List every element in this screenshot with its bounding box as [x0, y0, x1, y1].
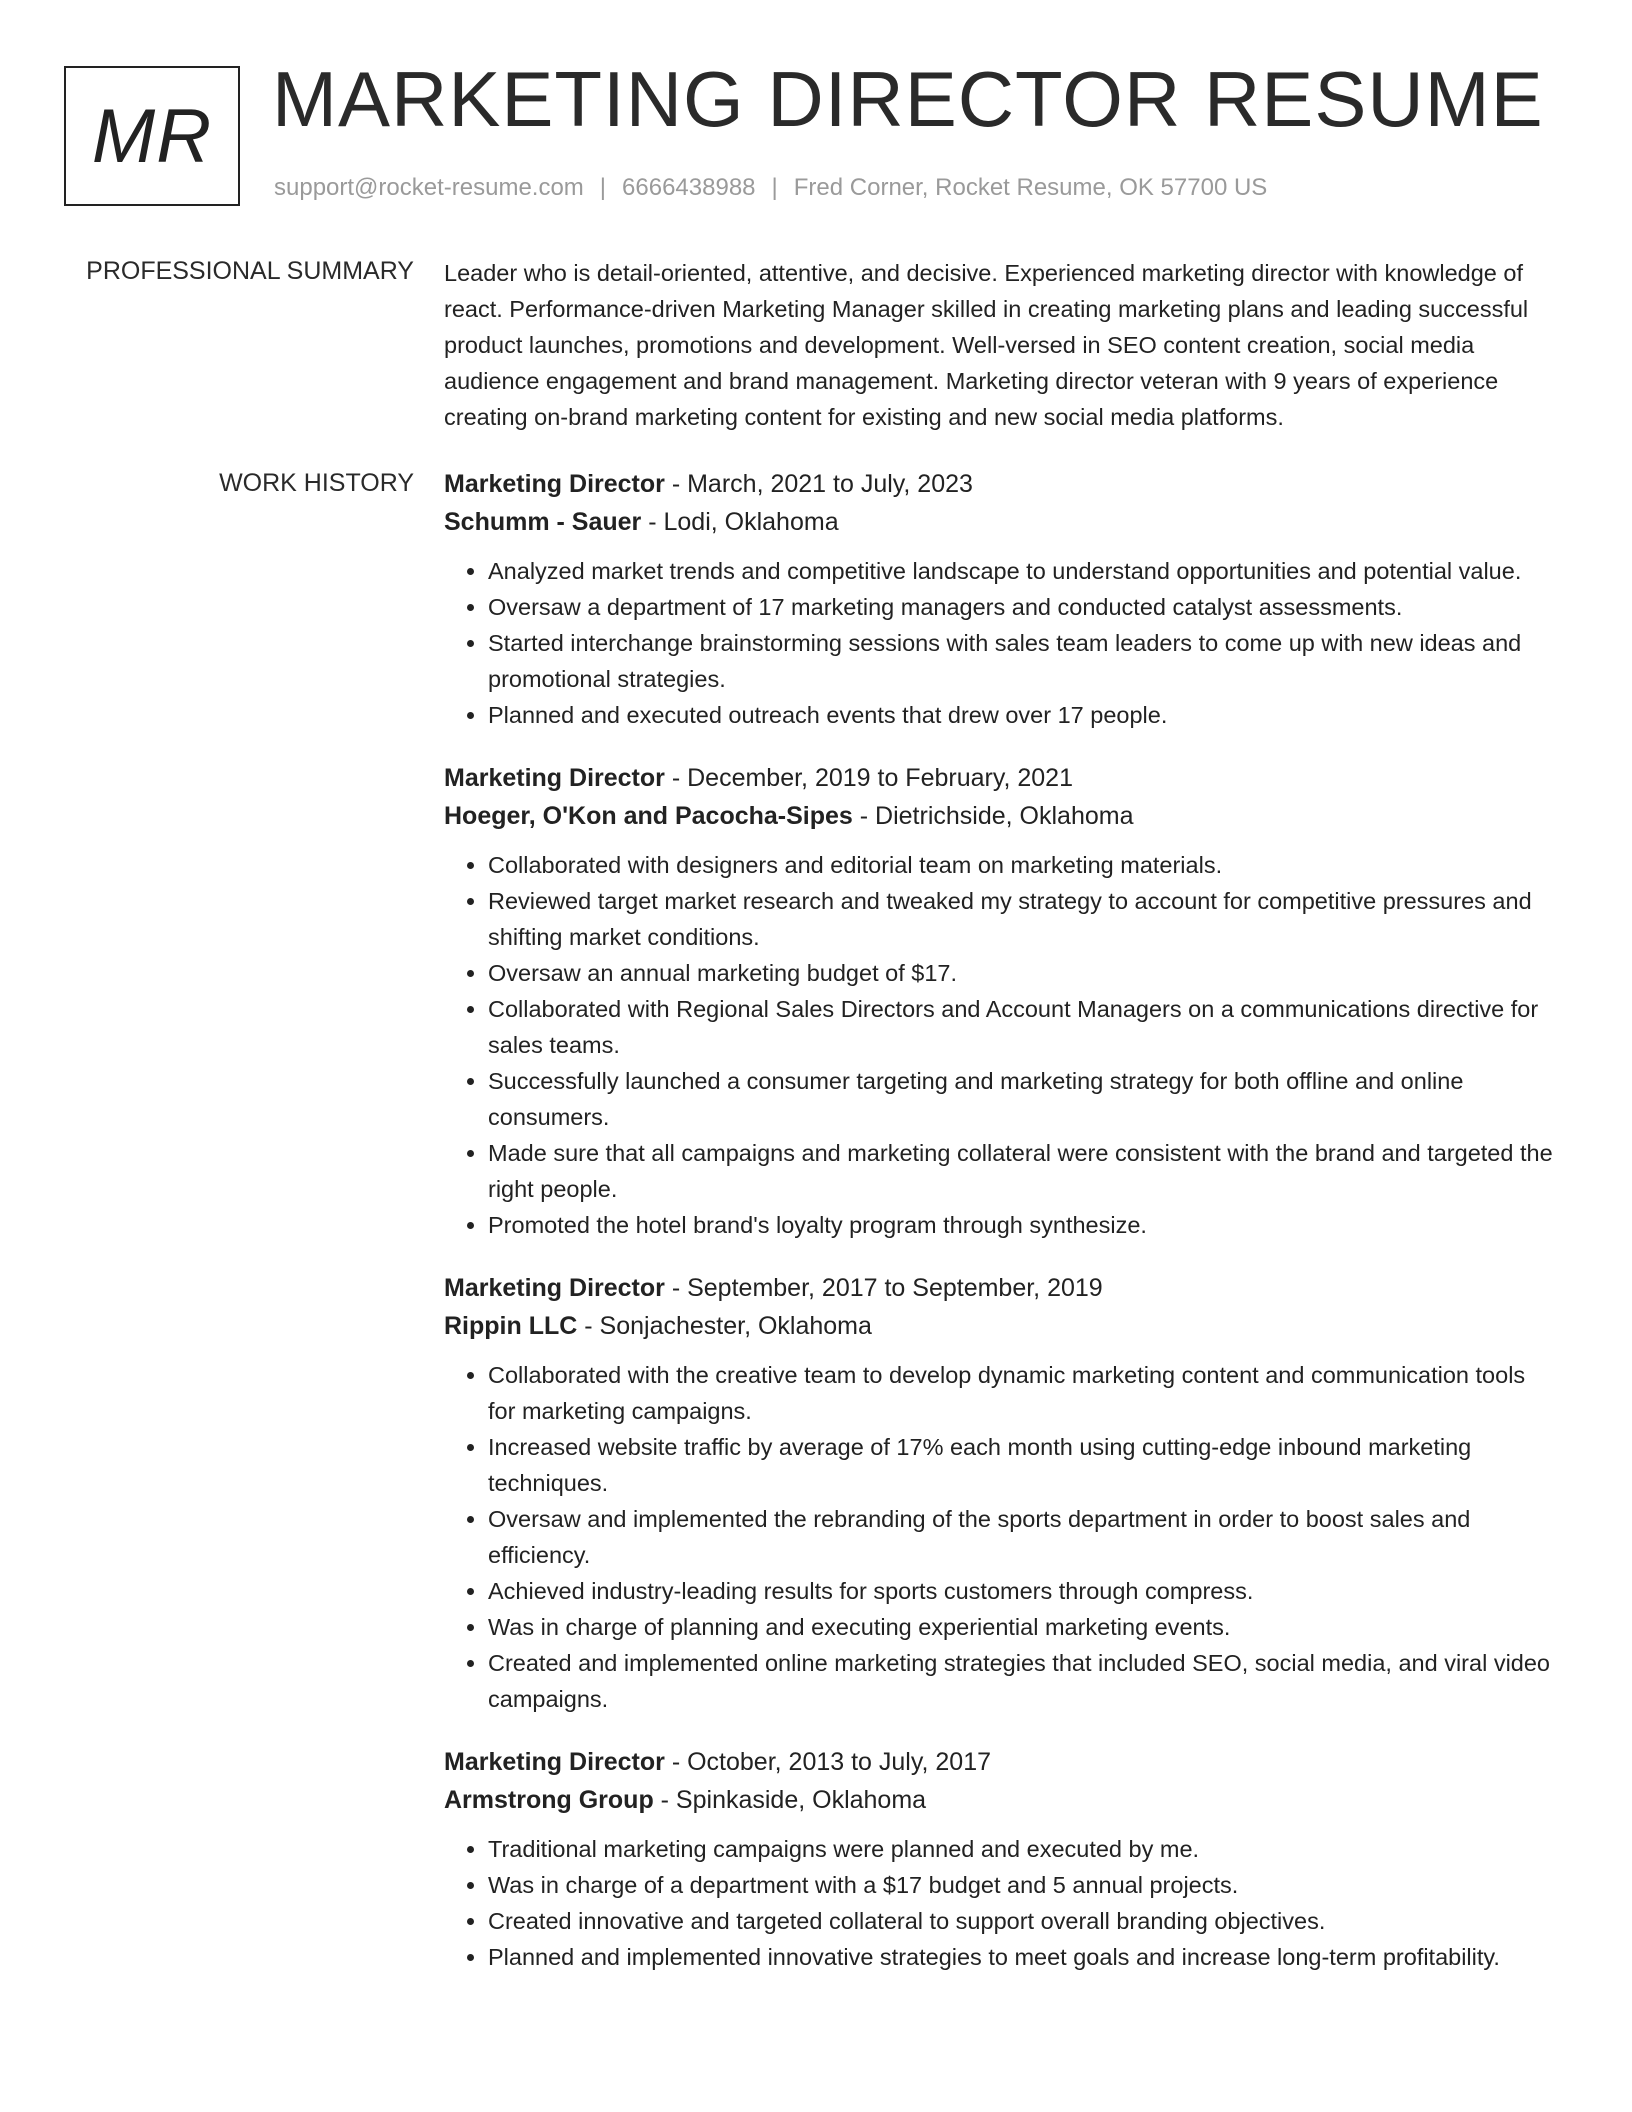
- job-bullet: • Oversaw a department of 17 marketing managers and conducted catalyst assessments.: [488, 589, 1554, 625]
- job-title-line: [444, 759, 1554, 797]
- job-bullet-list: [444, 847, 1554, 1243]
- job-company: Armstrong Group: [444, 1786, 654, 1814]
- contact-phone: 6666438988: [622, 174, 756, 201]
- summary-heading: PROFESSIONAL SUMMARY: [86, 257, 414, 285]
- job-bullet: • Reviewed target market research and tweaked my strategy to account for competitive pressures and shifting market conditions.: [488, 883, 1554, 955]
- job-bullet: • Traditional marketing campaigns were planned and executed by me.: [488, 1831, 1554, 1867]
- job-bullet: • Made sure that all campaigns and marketing collateral were consistent with the brand and targeted the right people.: [488, 1135, 1554, 1207]
- job-bullet-list: [444, 1831, 1554, 1975]
- work-history-heading: WORK HISTORY: [219, 469, 414, 497]
- job-bullet: • Collaborated with designers and editorial team on marketing materials.: [488, 847, 1554, 883]
- job-entry: [444, 465, 1554, 733]
- job-bullet: • Was in charge of planning and executing experiential marketing events.: [488, 1609, 1554, 1645]
- summary-text: Leader who is detail-oriented, attentive, and decisive. Experienced marketing director with knowledge of react. Performance-driven Marketing Manager skilled in creating marketing plans and leading successful product launches, promotions and development. Well-versed in SEO content creation, social media audience engagement and brand management. Marketing director veteran with 9 years of experience creating on-brand marketing content for existing and new social media platforms.: [444, 260, 1529, 430]
- job-entry: [444, 759, 1554, 1243]
- job-bullet: • Planned and implemented innovative strategies to meet goals and increase long-term profitability.: [488, 1939, 1554, 1975]
- job-bullet: • Successfully launched a consumer targeting and marketing strategy for both offline and online consumers.: [488, 1063, 1554, 1135]
- job-bullet: • Started interchange brainstorming sessions with sales team leaders to come up with new ideas and promotional strategies.: [488, 625, 1554, 697]
- job-bullet: • Was in charge of a department with a $17 budget and 5 annual projects.: [488, 1867, 1554, 1903]
- job-bullet: • Created and implemented online marketing strategies that included SEO, social media, and viral video campaigns.: [488, 1645, 1554, 1717]
- job-bullet-list: [444, 1357, 1554, 1717]
- work-history-body: [444, 465, 1554, 2001]
- summary-body: [444, 257, 1554, 435]
- job-location: - Sonjachester, Oklahoma: [577, 1312, 872, 1340]
- job-title: Marketing Director: [444, 764, 665, 792]
- job-dates: - March, 2021 to July, 2023: [664, 470, 973, 498]
- job-bullet: • Oversaw and implemented the rebranding of the sports department in order to boost sales and efficiency.: [488, 1501, 1554, 1573]
- job-title: Marketing Director: [444, 470, 665, 498]
- job-entry: [444, 1269, 1554, 1717]
- job-bullet-list: [444, 553, 1554, 733]
- job-company-line: [444, 503, 1554, 541]
- job-dates: - October, 2013 to July, 2017: [664, 1748, 992, 1776]
- job-bullet: • Planned and executed outreach events that drew over 17 people.: [488, 697, 1554, 733]
- job-bullet: • Promoted the hotel brand's loyalty program through synthesize.: [488, 1207, 1554, 1243]
- job-bullet: • Collaborated with the creative team to develop dynamic marketing content and communication tools for marketing campaigns.: [488, 1357, 1554, 1429]
- contact-address: Fred Corner, Rocket Resume, OK 57700 US: [793, 174, 1268, 201]
- job-bullet: • Oversaw an annual marketing budget of $17.: [488, 955, 1554, 991]
- job-bullet: • Achieved industry-leading results for sports customers through compress.: [488, 1573, 1554, 1609]
- job-title-line: [444, 1269, 1554, 1307]
- job-dates: - December, 2019 to February, 2021: [664, 764, 1073, 792]
- job-bullet: • Analyzed market trends and competitive landscape to understand opportunities and potential value.: [488, 553, 1554, 589]
- job-title-line: [444, 1743, 1554, 1781]
- job-company: Hoeger, O'Kon and Pacocha-Sipes: [444, 802, 853, 830]
- job-dates: - September, 2017 to September, 2019: [664, 1274, 1103, 1302]
- resume-title: MARKETING DIRECTOR RESUME: [272, 55, 1544, 143]
- contact-separator: |: [599, 174, 607, 201]
- job-bullet: • Increased website traffic by average of 17% each month using cutting-edge inbound marketing techniques.: [488, 1429, 1554, 1501]
- job-company: Rippin LLC: [444, 1312, 578, 1340]
- contact-separator: |: [771, 174, 778, 201]
- job-bullet: • Collaborated with Regional Sales Directors and Account Managers on a communications directive for sales teams.: [488, 991, 1554, 1063]
- job-bullet: • Created innovative and targeted collateral to support overall branding objectives.: [488, 1903, 1554, 1939]
- job-company-line: [444, 797, 1554, 835]
- job-location: - Lodi, Oklahoma: [641, 508, 839, 536]
- job-location: - Spinkaside, Oklahoma: [653, 1786, 927, 1814]
- job-company: Schumm - Sauer: [444, 508, 642, 536]
- job-company-line: [444, 1781, 1554, 1819]
- contact-email: support@rocket-resume.com: [274, 174, 584, 201]
- job-location: - Dietrichside, Oklahoma: [852, 802, 1134, 830]
- job-title: Marketing Director: [444, 1748, 665, 1776]
- job-title-line: [444, 465, 1554, 503]
- monogram-logo: MR: [64, 66, 240, 206]
- job-title: Marketing Director: [444, 1274, 665, 1302]
- job-company-line: [444, 1307, 1554, 1345]
- job-entry: [444, 1743, 1554, 1975]
- contact-line: [274, 174, 1267, 202]
